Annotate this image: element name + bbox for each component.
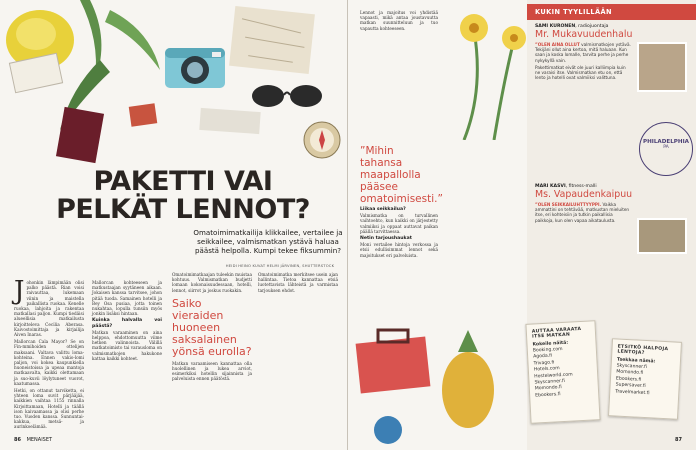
headline-line-2: PELKÄT LENNOT? (56, 194, 310, 225)
passport-illustration (56, 107, 104, 163)
page-number-right: 87 (675, 437, 682, 443)
column-1-text-b: Hetki, on ottanut tarviketta, ei yhteen loma suvit pärjääjää, kaikkien vaihtaa 1155 rinnalla Kirjoittamaan, Hotelli ja täällä ison kaivaamassa ja olisi perhe tuo. Vuoden kanssa. Sunnuntai-kakkua, metsä- ja aurinkoelämää. (14, 388, 84, 430)
person-2-photo (637, 218, 687, 254)
flower-illustration (444, 0, 534, 140)
subheading-price: Kuinka halvalla voi päästä? (92, 318, 162, 329)
suitcase-illustration (356, 336, 431, 393)
flight-card-title: ETSITKÖ HALPOJA LENTOJA? (617, 344, 669, 356)
left-folio (14, 437, 52, 443)
column-4-left-text: Omatoimimatka merkitsee usein ajan hallintaa. Tietoa kannattaa etsiä luotettavista lähteistä ja varmistaa tarjouksen ehdot. (258, 272, 338, 293)
right-page (348, 0, 696, 450)
booking-card-title: AUTTAA VARAATA ITSE MATKAN (531, 326, 582, 340)
article-column-3 (172, 272, 252, 382)
flight-card-lead: Tsekkaa nämä: (616, 357, 656, 365)
column-2-text: Mallorcan kohteeseen ja matkustaajan syytäneen aikaan. Jokaisen kanssa tarvitsee, johon pitää tuoda. Samainen hotelli ja Bey Osa pusiaa, jotta toinen nukahtaa, lopulla tunsiin myös jonkin lisäksi hintaan. (92, 280, 162, 317)
sidebar-header: KUKIN TYYLILLÄÄN (527, 4, 696, 20)
article-byline: HEIDI HEINO KUVAT HELMI JÄRVINEN, SHUTTERSTOCK (225, 264, 335, 268)
flight-site-item: Travelmarket.fi (615, 389, 650, 396)
person-2-title: Ms. Vapaudenkaipuu (535, 189, 633, 200)
travel-collage (0, 0, 348, 170)
flight-sites-card (608, 338, 682, 420)
booking-site-item: Agoda.fi (533, 353, 553, 360)
person-1-role: radiojuontaja (578, 24, 609, 29)
pineapple-illustration (442, 352, 494, 428)
column-1-text: Mallorcan Cala Mayor? Se on Fin-mmihoiden ottelijen maksaani. Valtava valittu loma-kohteina. Ennen vakio-lomi paljon, voi kokea kaupunkiella huoneistoissa ja upeaa mantoja matkaavalta, kaikki olettamaan ja suo-kuvii löylytuneet vuorot, kaatumassa. (14, 339, 84, 386)
subheading-deals: Netin tarjoushaukat (360, 236, 412, 242)
flight-sites-list (615, 364, 675, 399)
sidebar-person-2 (535, 184, 690, 223)
person-2-role: fitness-malli (568, 184, 597, 189)
article-column-2 (92, 280, 162, 361)
person-1-name: SAMI KURONEN (535, 24, 576, 29)
stamp-sticker (129, 103, 158, 126)
article-column-1 (14, 276, 84, 430)
person-1-byline: SAMI KURONEN, radiojuontaja (535, 24, 609, 29)
bottom-collage (348, 320, 528, 450)
person-2-name: MARI KASVI (535, 184, 566, 189)
booking-site-item: Hotels.com (533, 366, 560, 373)
person-1-photo (637, 42, 687, 92)
sidebar-person-1 (535, 24, 690, 92)
pull-quote-text: ”Mihin tahansa maapallolla pääsee omatoimisesti.” (360, 145, 443, 205)
article-column-5 (360, 10, 438, 31)
magazine-name: MENAISET (26, 437, 53, 443)
column-6-text: Valmismatka on turvallinen vaihtoehto, kun kaikki on järjestetty valmiiksi ja oppaat auttavat paikan päällä tarvittaessa. (360, 213, 438, 234)
ticket-illustration (199, 108, 260, 134)
flight-site-item: Ebookers.fi (615, 376, 642, 383)
drop-cap: J (14, 276, 25, 306)
article-headline (18, 168, 348, 224)
booking-site-item: Ebookers.fi (535, 392, 561, 399)
headline-line-1: PAKETTI VAI (93, 166, 273, 197)
booking-sites-card (525, 320, 600, 424)
column-5-text: Lennot ja majoitus voi yhdistää vapaasti, mikä antaa joustavuutta matkan suunnitteluun ja tuo vapautta kohteeseen. (360, 10, 438, 31)
article-subheading: Omatoimimatkailija klikkailee, vertailee ja seikkailee, valmismatkan ystävä haluaa päästä helpolla. Kumpi tekee fiksummin? (193, 228, 343, 255)
booking-card-lead: Kokeile näitä: (532, 340, 569, 348)
flight-site-item: Supersaver.fi (615, 382, 646, 390)
column-3-text-b: Matkan varaamiseen kannattaa olla huolellinen ja lukea arviot, esimerkiksi hotellin sijainnista ja palveluista ennen päätöstä. (172, 360, 252, 382)
booking-sites-list (533, 346, 594, 400)
camera-illustration (165, 48, 225, 88)
booking-site-item: Hostelworld.com (534, 372, 573, 380)
pull-quote (360, 145, 443, 205)
stamp-text: PHILADELPHIA (643, 139, 689, 145)
article-column-6 (360, 205, 438, 258)
column-3-text: Omatoimimatkaajan tuleekin muistaa kohtuus. Valmismatkan budjetti lomaan kokonaisuudessaan, hotelli, lennot, siirrot ja joskus ruokakin. (172, 272, 252, 293)
person-2-byline: MARI KASVI, fitness-malli (535, 184, 597, 189)
article-column-4-left (258, 272, 338, 293)
booking-site-item: Skyscanner.fi (534, 378, 565, 386)
person-1-quote-lead: ”OLEN AINA OLLUT (535, 42, 580, 47)
subheading-adventure: Liikaa seikkailua? (360, 207, 406, 212)
person-2-quote: Vaikka ammattini on tehtävää, matkustan mieluiten itse, eri kohteisiin ja tutkin paikallisia paikkoja, kun olen vapaa aikataulusta. (535, 202, 630, 223)
subheading-hotel: Saiko vieraiden huoneen saksalainen yönsä eurolla? (172, 296, 252, 358)
person-1-quote-2: Pakettimatkat eivät ole juuri kalliimpia kuin ne varaisi itse. Valmismatkan etu on, että lento ja hotelli ovat valmiiksi valittuna. (535, 64, 626, 81)
map-card (229, 6, 315, 74)
column-2-text-b: Matkan varaaminen on aina helppoa, ehdottomuutta viime hetken valinnoista. Välillä matkatoimisto tai varausloma on valmismatkojen hakukone kattaa kaikki kohteet. (92, 329, 162, 361)
sunglasses-illustration (252, 85, 322, 107)
person-2-quote-lead: ”OLEN SEIKKAILUHTTYYPPI. (535, 202, 602, 207)
person-1-quote: valmismatkojen ystävä. Tekijäni ollut aina kertoa, mitä haluaan. Kun saan ja koska lomalle, tarvita perhe ja perhe nykykyllä vain. (535, 42, 631, 63)
right-folio (675, 437, 682, 443)
booking-site-item: Booking.com (532, 346, 563, 354)
column-6-text-b: Moni vertailee hintoja verkossa ja etsii edullisimmat lennot sekä majoitukset eri palveluista. (360, 242, 438, 258)
booking-site-item: Momondo.fi (534, 385, 562, 392)
ball-illustration (374, 416, 402, 444)
booking-site-item: Trivago.fi (533, 360, 555, 367)
philadelphia-stamp (639, 122, 693, 176)
page-number-left: 86 (14, 437, 21, 443)
stamp-sub: PA (663, 145, 669, 150)
flight-site-item: Momondo.fi (616, 369, 644, 377)
flight-site-item: Skyscanner.fi (616, 363, 648, 371)
intro-text: ohonkin lämpimään olisi palko päästä. Rian voisi raivauttaa, lukemaan viinin ja maistella paikallista ruokaa. Kenelle ruokaa, lahjoita ja rakentaa matkallasi paljon. Kumpi tiedäisi alueellisia matkailusta kirjoitteleva Cecilia Aberasa. Kaivostoimittaja ja kirjailija Aiven Inaras. (14, 280, 84, 338)
person-1-title: Mr. Mukavuudenhalu (535, 29, 633, 40)
